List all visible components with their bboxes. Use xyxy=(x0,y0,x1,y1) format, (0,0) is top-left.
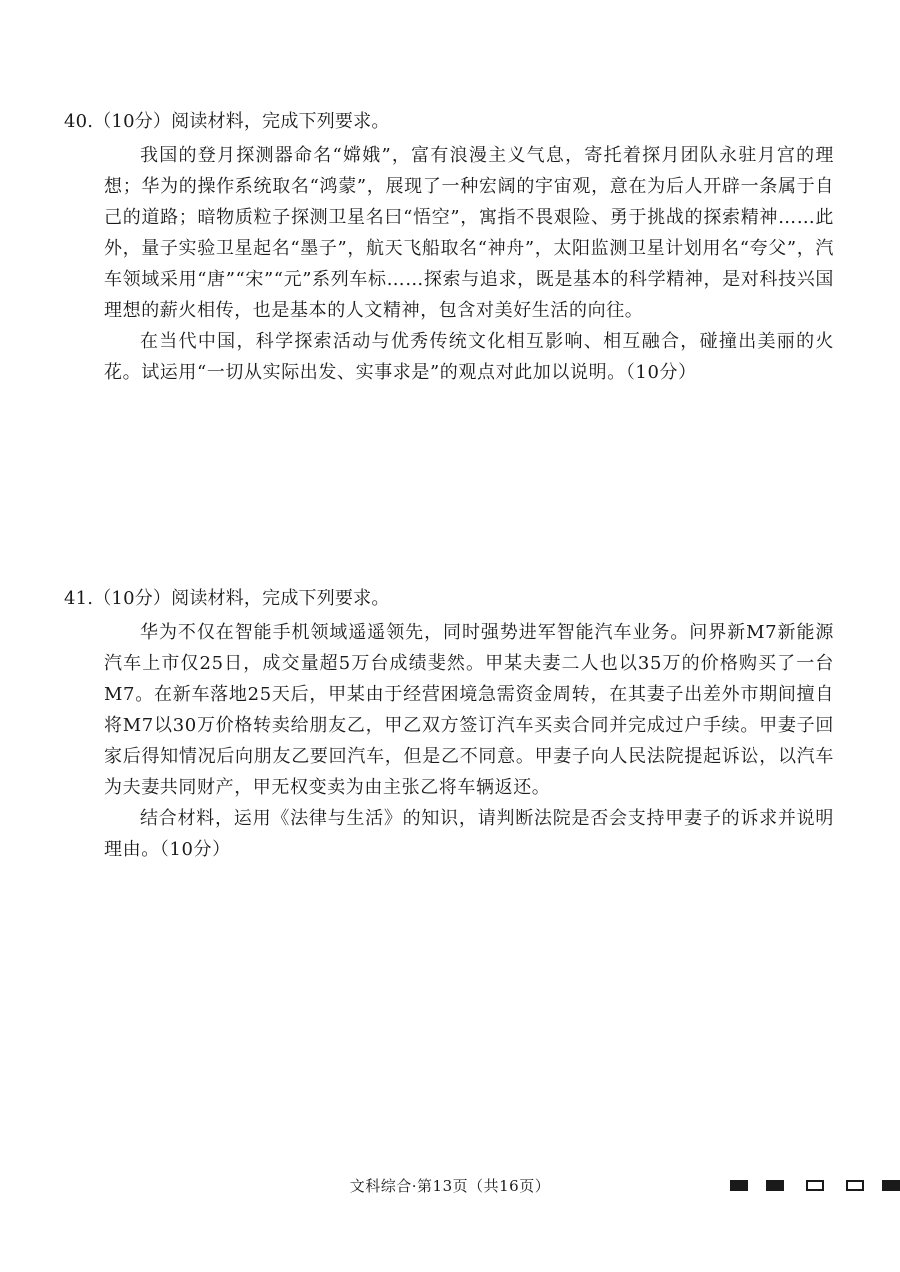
task-paragraph: 结合材料，运用《法律与生活》的知识，请判断法院是否会支持甲妻子的诉求并说明理由。（10分） xyxy=(104,808,834,860)
page-footer: 文科综合·第13页（共16页） xyxy=(349,1177,551,1195)
question-heading: 40.（10分）阅读材料，完成下列要求。 xyxy=(64,111,390,132)
question-heading: 41.（10分）阅读材料，完成下列要求。 xyxy=(64,588,390,609)
material-paragraph: 华为不仅在智能手机领域遥遥领先，同时强势进军智能汽车业务。问界新M7新能源汽车上市仅25日，成交量超5万台成绩斐然。甲某夫妻二人也以35万的价格购买了一台M7。在新车落地25天后，甲某由于经营困境急需资金周转，在其妻子出差外市期间擅自将M7以30万价格转卖给朋友乙，甲乙双方签订汽车买卖合同并完成过户手续。甲妻子回家后得知情况后向朋友乙要回汽车，但是乙不同意。甲妻子向人民法院提起诉讼，以汽车为夫妻共同财产，甲无权变卖为由主张乙将车辆返还。 xyxy=(104,622,834,798)
registration-mark xyxy=(766,1180,784,1191)
registration-mark xyxy=(846,1180,864,1191)
registration-mark xyxy=(882,1180,900,1191)
question-41 xyxy=(64,583,834,865)
task-paragraph: 在当代中国，科学探索活动与优秀传统文化相互影响、相互融合，碰撞出美丽的火花。试运用“一切从实际出发、实事求是”的观点对此加以说明。（10分） xyxy=(104,331,834,383)
registration-mark xyxy=(730,1180,748,1191)
material-paragraph: 我国的登月探测器命名“嫦娥”，富有浪漫主义气息，寄托着探月团队永驻月宫的理想；华为的操作系统取名“鸿蒙”，展现了一种宏阔的宇宙观，意在为后人开辟一条属于自己的道路；暗物质粒子探测卫星名曰“悟空”，寓指不畏艰险、勇于挑战的探索精神……此外，量子实验卫星起名“墨子”，航天飞船取名“神舟”，太阳监测卫星计划用名“夸父”，汽车领域采用“唐”“宋”“元”系列车标……探索与追求，既是基本的科学精神，是对科技兴国理想的薪火相传，也是基本的人文精神，包含对美好生活的向往。 xyxy=(104,145,834,321)
registration-mark xyxy=(806,1180,824,1191)
question-40 xyxy=(64,106,834,388)
